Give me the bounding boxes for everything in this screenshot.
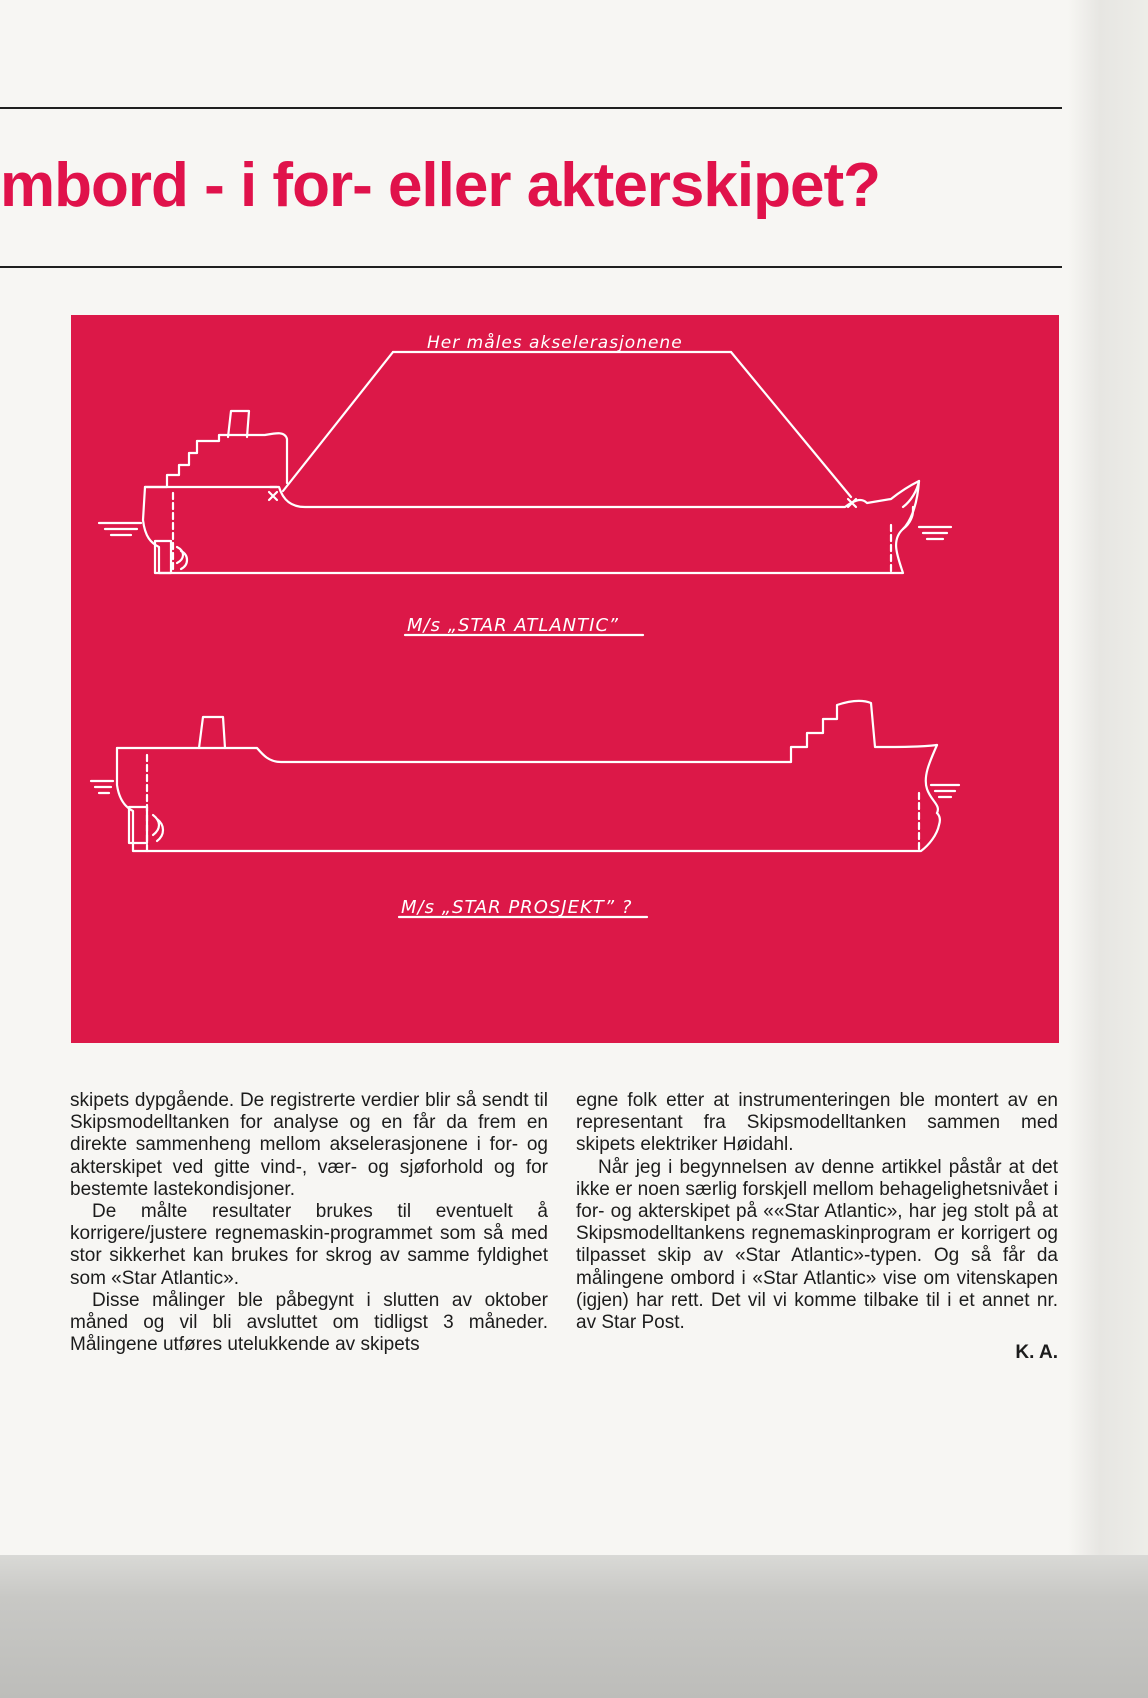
headline-bottom-rule [0,266,1062,268]
article-column-left [70,1090,548,1356]
author-signature: K. A. [1015,1342,1058,1364]
ship1-hull [143,487,913,573]
ship2-funnel [199,717,225,748]
ship1-funnel [228,411,249,437]
ship1-waterline-fwd [919,527,951,539]
annotation-leader-aft [283,352,393,491]
article-column-right [576,1090,1058,1364]
paragraph: Disse målinger ble påbegynt i slutten av oktober måned og vil bli avsluttet om tidligst 3 måneder. Målingene utføres utelukkende av skipets [70,1289,548,1356]
scan-bottom-shadow [0,1555,1148,1698]
ship1-waterline-aft [99,523,141,535]
ship1-deck [145,481,919,507]
ship-diagram-figure [71,315,1059,1043]
ship2-bow [926,745,938,813]
paper-edge-shading [1068,0,1148,1560]
paragraph: Når jeg i begynnelsen av denne artikkel påstår at det ikke er noen særlig forskjell mellom behagelighetsnivået i for- og akterskipet på ««Star Atlantic», har jeg stolt på at Skipsmodelltankens regnemaskinprogram er korrigert og tilpasset skip av «Star Atlantic»-typen. Og så får da målingene ombord i «Star Atlantic» vise om vitenskapen (igjen) har rett. Det vil vi komme tilbake til i et annet nr. av Star Post. [576,1156,1058,1334]
paragraph: De målte resultater brukes til eventuelt å korrigere/justere regnemaskin-programmet som så med stor sikkerhet kan brukes for skrog av samme fyldighet som «Star Atlantic». [70,1201,548,1289]
ship2-waterline-fwd [931,785,959,797]
ship2-caption: M/s „STAR PROSJEKT” ? [401,897,633,918]
paragraph: skipets dypgående. De registrerte verdier blir så sendt til Skipsmodelltanken for analyse og en får da frem en direkte sammenheng mellom akselerasjonene i for- og akterskipet ved gitte vind-, vær- og sjøforhold og for bestemte lastekondisjoner. [70,1090,548,1200]
ship-diagram-svg [71,315,1059,1043]
ship1-caption: M/s „STAR ATLANTIC” [407,615,619,636]
ship1-propeller [177,547,187,569]
annotation-leader-fwd [731,352,851,497]
headline-top-rule [0,107,1062,109]
article-body [70,1090,1060,1420]
ship1-superstructure [197,433,287,483]
paragraph: egne folk etter at instrumenteringen ble montert av en representant fra Skipsmodelltanken sammen med skipets elektriker Høidahl. [576,1090,1058,1156]
ship2-propeller [153,815,163,841]
measure-point-aft [269,487,277,500]
ship1-bridge-steps [145,441,197,487]
ship2-hull [117,748,940,851]
annotation-label: Her måles akselerasjonene [427,333,683,353]
ship2-rudder [129,807,147,843]
ship2-deck [117,701,937,762]
page-headline: mbord - i for- eller akterskipet? [0,151,880,220]
ship2-waterline-aft [91,781,113,793]
